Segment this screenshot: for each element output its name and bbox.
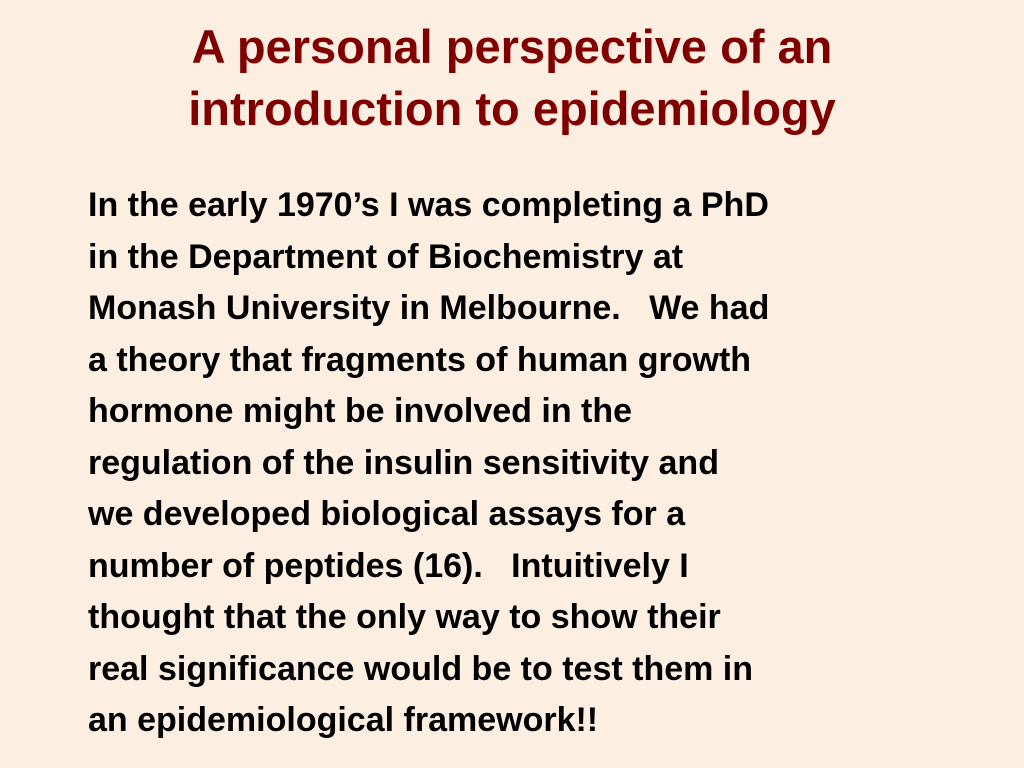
body-line: thought that the only way to show their xyxy=(88,598,721,636)
body-line: In the early 1970’s I was completing a PhD xyxy=(88,186,769,224)
body-line: Monash University in Melbourne. We had xyxy=(88,289,770,327)
body-line: real significance would be to test them in xyxy=(88,649,754,688)
body-line: hormone might be involved in the xyxy=(88,392,633,430)
body-line: regulation of the insulin sensitivity and xyxy=(88,443,719,482)
slide-body-paragraph xyxy=(88,180,988,747)
slide-title-line: A personal perspective of an xyxy=(191,20,833,73)
body-line: an epidemiological framework!! xyxy=(88,701,599,739)
body-line: number of peptides (16). Intuitively I xyxy=(88,546,689,585)
body-line: a theory that fragments of human growth xyxy=(88,340,752,379)
slide-title-line: introduction to epidemiology xyxy=(188,82,836,135)
body-line: we developed biological assays for a xyxy=(88,495,686,533)
body-line: in the Department of Biochemistry at xyxy=(88,237,684,276)
slide-title xyxy=(0,16,1024,140)
